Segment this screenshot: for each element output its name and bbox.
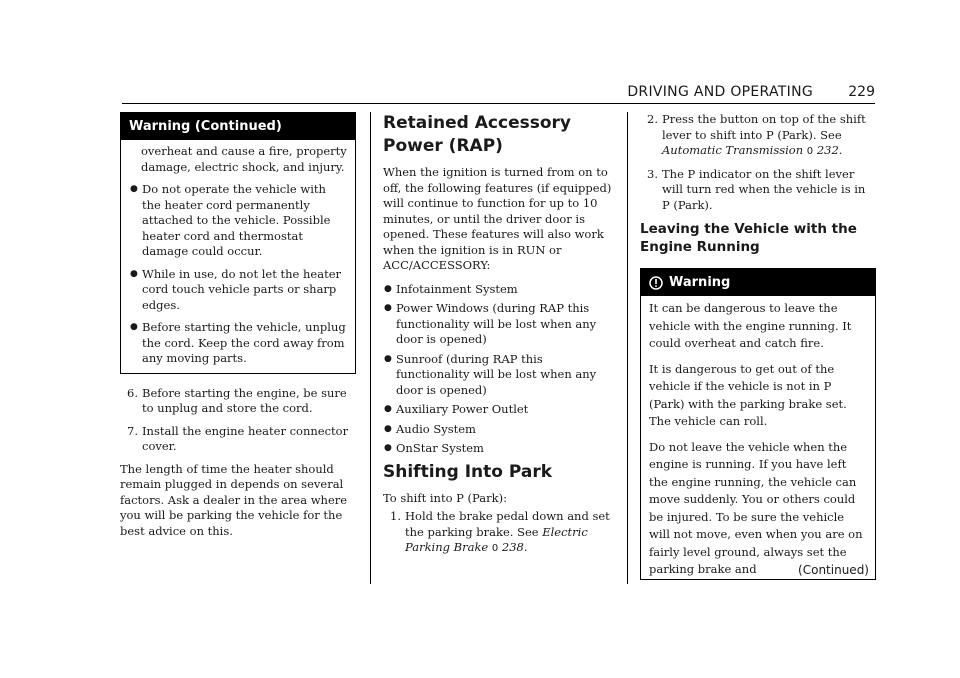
page-header [122, 84, 875, 104]
step-item [120, 424, 356, 455]
warning-box [640, 268, 876, 580]
warning-body [641, 296, 875, 593]
heater-paragraph: The length of time the heater should remain plugged in depends on several factors. Ask a dealer in the area where you will be parking the vehicle for the best advice on this. [120, 461, 348, 538]
leaving-heading: Leaving the Vehicle with the Engine Running [640, 221, 857, 255]
list-item-text: Infotainment System [396, 281, 518, 296]
warning-bullet [129, 182, 347, 260]
bullet-icon: ● [384, 404, 392, 414]
list-item [383, 352, 615, 399]
cross-reference-link[interactable]: Automatic Transmission [662, 143, 804, 157]
column-left [120, 112, 356, 547]
step-text-main: Press the button on top of the shift lever to shift into P (Park). See [662, 112, 866, 142]
bullet-icon: ● [384, 353, 392, 364]
column-divider [370, 112, 371, 584]
page-ref-arrow-icon: 0 [491, 543, 499, 554]
continued-label: (Continued) [798, 563, 869, 577]
page-reference[interactable]: 232 [816, 143, 839, 157]
list-item [383, 301, 615, 348]
step-text-end: . [523, 540, 528, 554]
warning-paragraph: Do not leave the vehicle when the engine is running. If you have left the engine running, the vehicle can move suddenly. You or others could be injured. To be sure the vehicle will not move, even when you are on fairly level ground, always set the parking brake and [649, 439, 863, 576]
step-text: Install the engine heater connector cover. [142, 423, 349, 453]
step-number: 3. [647, 166, 658, 181]
column-right [640, 112, 876, 580]
step-item [640, 112, 876, 160]
warning-box-continued [120, 112, 356, 374]
step-text: The P indicator on the shift lever will turn red when the vehicle is in P (Park). [662, 166, 866, 212]
bullet-icon: ● [130, 184, 138, 194]
list-item [383, 441, 615, 457]
bullet-text: Before starting the vehicle, unplug the cord. Keep the cord away from any moving parts. [142, 320, 346, 365]
warning-header: Warning (Continued) [121, 113, 355, 140]
warning-icon [649, 276, 663, 290]
page-ref-arrow-icon: 0 [806, 146, 814, 157]
step-number: 7. [127, 423, 138, 438]
column-divider [627, 112, 628, 584]
cross-reference-link[interactable]: Electric Parking Brake [405, 524, 588, 554]
list-item [383, 282, 615, 298]
bullet-icon: ● [384, 283, 392, 294]
bullet-icon: ● [130, 268, 138, 279]
step-item [120, 386, 356, 417]
rap-paragraph: When the ignition is turned from on to off, the following features (if equipped) will continue to function for up to 10 minutes, or until the driver door is opened. These features will also work when the ignition is in RUN or ACC/ACCESSORY: [383, 165, 612, 272]
step-text [662, 112, 876, 160]
step-text-main: Hold the brake pedal down and set the parking brake. See [405, 509, 610, 539]
list-item-text: Audio System [396, 421, 476, 436]
park-heading: Shifting Into Park [383, 461, 553, 482]
section-title: DRIVING AND OPERATING [627, 84, 813, 100]
warning-title: Warning [669, 275, 731, 290]
rap-feature-list [383, 282, 615, 457]
list-item-text: Sunroof (during RAP this functionality will be lost when any door is opened) [396, 351, 597, 397]
bullet-text: Do not operate the vehicle with the heater cord permanently attached to the vehicle. Possible heater cord and thermostat damage could occur. [142, 182, 331, 258]
page-number: 229 [848, 84, 875, 100]
list-item-text: OnStar System [396, 441, 484, 455]
bullet-icon: ● [384, 443, 392, 453]
step-number: 1. [390, 509, 401, 523]
step-text: Before starting the engine, be sure to unplug and store the cord. [142, 385, 347, 415]
list-item [383, 422, 615, 438]
step-text [405, 509, 615, 557]
list-item [383, 402, 615, 418]
warning-paragraph: It can be dangerous to leave the vehicle with the engine running. It could overheat and catch fire. [649, 301, 852, 350]
step-item [640, 167, 876, 214]
page-reference[interactable]: 238 [501, 540, 524, 554]
park-intro: To shift into P (Park): [383, 490, 507, 505]
warning-bullet [129, 320, 347, 367]
step-number: 2. [647, 112, 658, 126]
warning-header [641, 269, 875, 296]
step-text-end: . [838, 143, 843, 157]
step-number: 6. [127, 385, 138, 400]
column-middle [383, 112, 615, 564]
warning-bullet [129, 267, 347, 314]
bullet-text: While in use, do not let the heater cord touch vehicle parts or sharp edges. [142, 266, 341, 312]
warning-intro-text: overheat and cause a fire, property damage, electric shock, and injury. [141, 144, 347, 174]
step-item [383, 509, 615, 557]
warning-body [121, 140, 355, 373]
bullet-icon: ● [130, 322, 138, 332]
list-item-text: Auxiliary Power Outlet [396, 402, 529, 416]
warning-paragraph: It is dangerous to get out of the vehicle if the vehicle is not in P (Park) with the parking brake set. The vehicle can roll. [649, 361, 847, 428]
rap-heading: Retained Accessory Power (RAP) [383, 113, 571, 156]
bullet-icon: ● [384, 423, 392, 434]
list-item-text: Power Windows (during RAP this functionality will be lost when any door is opened) [396, 301, 597, 346]
bullet-icon: ● [384, 303, 392, 313]
